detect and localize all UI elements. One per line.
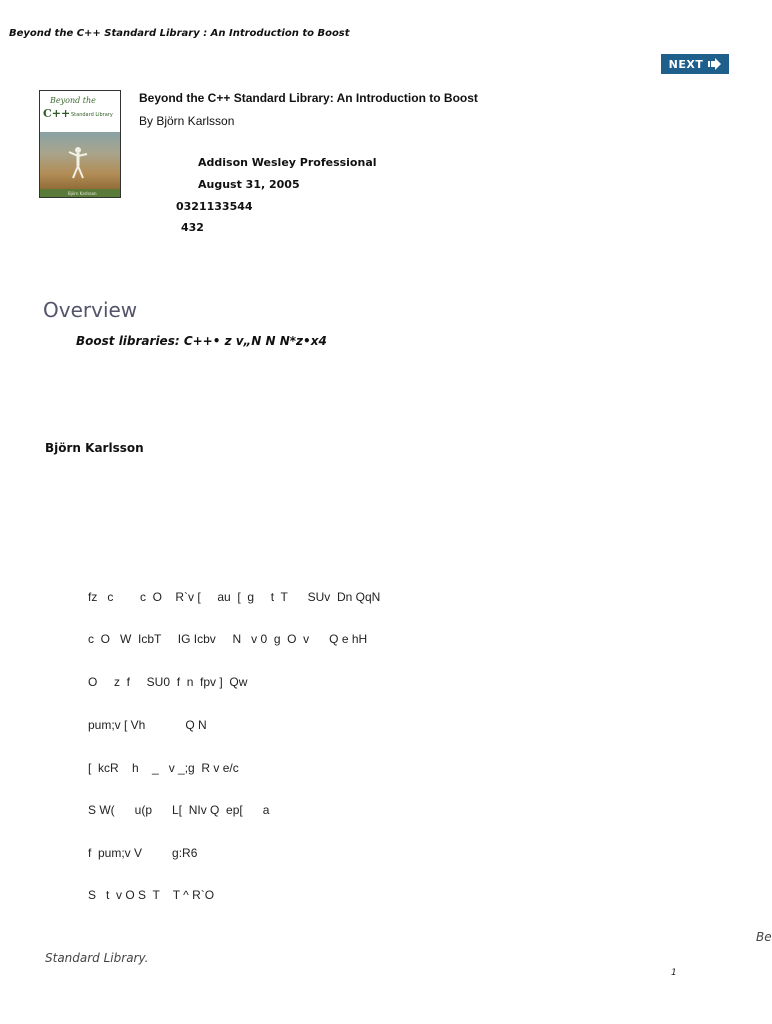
book-pages: 432 (181, 221, 204, 234)
toc-line: S t v O S T T ^ R`O (88, 888, 215, 902)
footer-text: Standard Library. (45, 951, 149, 965)
book-isbn: 0321133544 (176, 200, 253, 213)
cover-figure-icon (66, 146, 90, 180)
author-heading: Björn Karlsson (45, 441, 144, 455)
next-button-label: NEXT (668, 57, 704, 71)
cover-title-line1: Beyond the (50, 96, 96, 105)
overview-subtitle: Boost libraries: C++• z v„N N N*z•x4 (76, 334, 327, 348)
toc-line: [ kcR h _ v _;g R v e/c (88, 761, 239, 775)
toc-line: S W( u(p L[ NIv Q ep[ a (88, 803, 270, 817)
footer-text-fragment: Be (756, 930, 772, 944)
cover-author: Björn Karlsson (68, 191, 97, 196)
page-number: 1 (671, 968, 677, 978)
book-date: August 31, 2005 (198, 178, 300, 191)
book-title: Beyond the C++ Standard Library: An Introduction to Boost (139, 91, 478, 105)
book-author: By Björn Karlsson (139, 114, 235, 128)
running-title: Beyond the C++ Standard Library : An Introduction to Boost (9, 28, 350, 39)
toc-line: c O W IcbT IG Icbv N v 0 g O v Q e hH (88, 632, 368, 646)
cover-title-line3: Standard Library (71, 112, 113, 118)
toc-line: pum;v [ Vh Q N (88, 718, 207, 732)
next-button[interactable] (661, 54, 729, 74)
overview-heading: Overview (43, 298, 138, 322)
toc-line: f pum;v V g:R6 (88, 846, 198, 860)
book-publisher: Addison Wesley Professional (198, 156, 377, 169)
toc-line: O z f SU0 f n fpv ] Qw (88, 675, 248, 689)
arrow-right-icon (708, 58, 721, 70)
book-cover-image (39, 90, 121, 198)
cover-title-line2: C++ (43, 107, 71, 120)
toc-line: fz c c O R`v [ au [ g t T SUv Dn QqN (88, 590, 381, 604)
